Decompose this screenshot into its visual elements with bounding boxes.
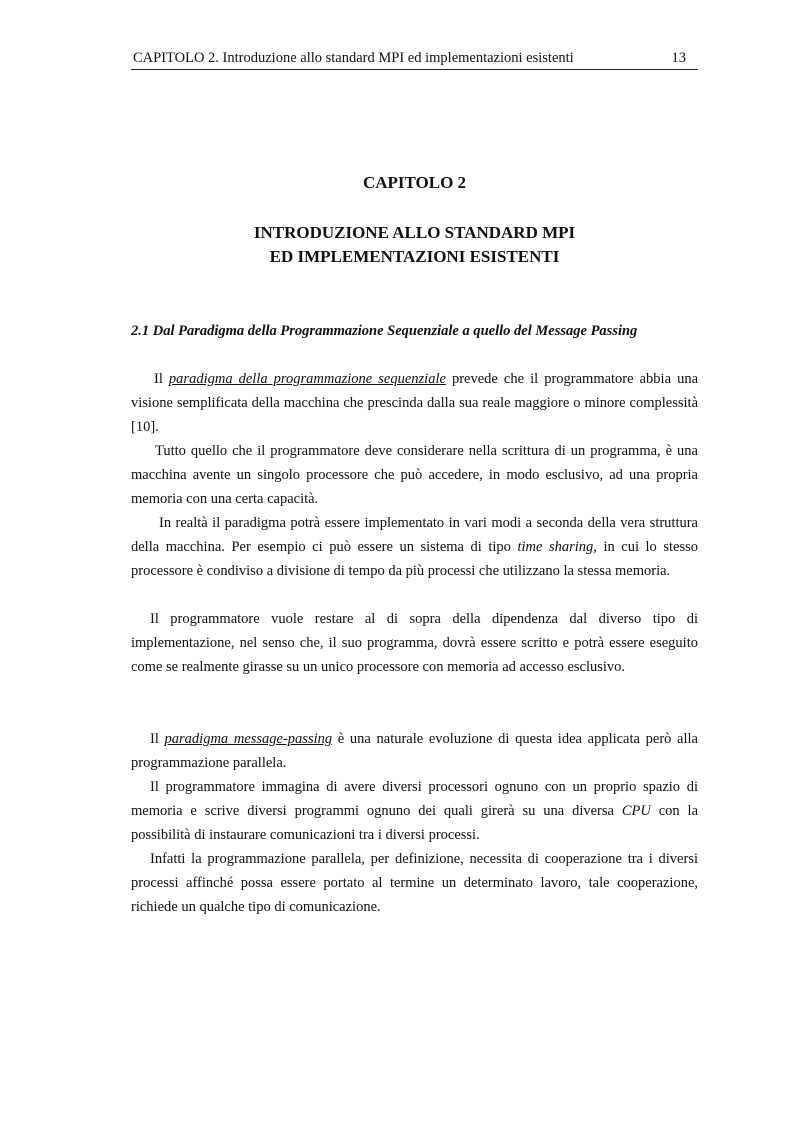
paragraph-5-post: è una naturale evoluzione di questa idea applicata però alla programmazione parallela.	[131, 731, 698, 771]
paragraph-2: Tutto quello che il programmatore deve considerare nella scrittura di un programma, è una macchina avente un singolo processore che può accedere, in modo esclusivo, ad una propria memoria con una certa capacità.	[131, 443, 698, 507]
section-heading: 2.1 Dal Paradigma della Programmazione Sequenziale a quello del Message Passing	[131, 323, 638, 339]
paragraph-5-pre: Il	[150, 731, 165, 747]
running-header-title: CAPITOLO 2. Introduzione allo standard MPI ed implementazioni esistenti	[133, 50, 574, 66]
page-number: 13	[671, 50, 686, 66]
paragraph-6-post: con la possibilità di instaurare comunicazioni tra i diversi processi.	[131, 803, 698, 843]
chapter-label: CAPITOLO 2	[362, 173, 467, 192]
paragraph-1-post: prevede che il programmatore abbia una visione semplificata della macchina che prescinda dalla sua reale maggiore o minore complessità [10].	[131, 371, 699, 435]
term-message-passing-paradigm: paradigma message-passing	[164, 731, 333, 747]
paragraph-6-pre: Il programmatore immagina di avere diversi processori ognuno con un proprio spazio di memoria e scrive diversi programmi ognuno dei quali girerà su una diversa	[131, 779, 698, 819]
chapter-title-line-1: INTRODUZIONE ALLO STANDARD MPI	[253, 223, 576, 242]
paragraph-6	[131, 775, 698, 847]
chapter-title-line-2: ED IMPLEMENTAZIONI ESISTENTI	[269, 247, 560, 266]
paragraph-3-post: in cui lo stesso processore è condiviso a divisione di tempo da più processi che utilizzano la stessa memoria.	[131, 539, 698, 579]
paragraph-3	[131, 511, 698, 583]
term-sequential-paradigm: paradigma della programmazione sequenziale	[168, 371, 446, 387]
paragraph-4: Il programmatore vuole restare al di sopra della dipendenza dal diverso tipo di implementazione, nel senso che, il suo programma, dovrà essere scritto e potrà essere eseguito come se realmente girasse su un unico processore con memoria ad accesso esclusivo.	[131, 611, 698, 675]
paragraph-5	[131, 727, 698, 775]
term-time-sharing: time sharing,	[517, 539, 597, 555]
paragraph-3-pre: In realtà il paradigma potrà essere implementato in vari modi a seconda della vera struttura della macchina. Per esempio ci può essere un sistema di tipo	[131, 515, 698, 555]
paragraph-1-pre: Il	[154, 371, 169, 387]
term-cpu: CPU	[621, 803, 651, 819]
chapter-title	[131, 221, 698, 269]
paragraph-7: Infatti la programmazione parallela, per definizione, necessita di cooperazione tra i diversi processi affinché possa essere portato al termine un determinato lavoro, tale cooperazione, richiede un qualche tipo di comunicazione.	[131, 851, 698, 915]
paragraph-1	[131, 367, 698, 439]
running-header	[131, 47, 698, 70]
